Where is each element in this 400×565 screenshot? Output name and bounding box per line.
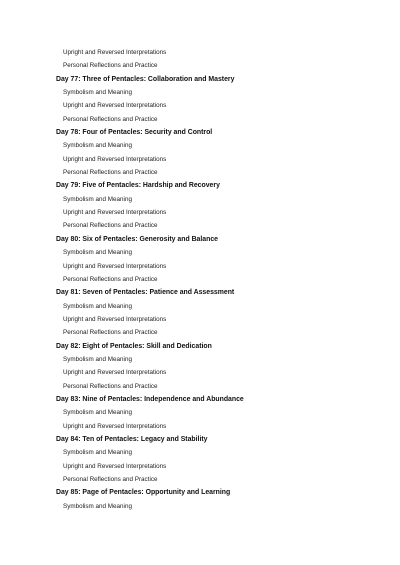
toc-day-heading[interactable]: Day 79: Five of Pentacles: Hardship and Recovery: [56, 182, 220, 190]
toc-subentry[interactable]: Personal Reflections and Practice: [63, 329, 158, 337]
toc-subentry[interactable]: Symbolism and Meaning: [63, 249, 132, 257]
toc-subentry[interactable]: Upright and Reversed Interpretations: [63, 49, 167, 56]
toc-subentry[interactable]: Symbolism and Meaning: [63, 449, 132, 457]
toc-subentry[interactable]: Personal Reflections and Practice: [63, 275, 158, 283]
toc-subentry[interactable]: Symbolism and Meaning: [63, 195, 132, 203]
toc-subentry[interactable]: Symbolism and Meaning: [63, 142, 132, 150]
toc-day-heading[interactable]: Day 82: Eight of Pentacles: Skill and Dedication: [56, 342, 212, 350]
toc-day-heading[interactable]: Day 81: Seven of Pentacles: Patience and Assessment: [56, 289, 235, 297]
toc-subentry[interactable]: Upright and Reversed Interpretations: [63, 315, 167, 323]
toc-subentry[interactable]: Symbolism and Meaning: [63, 502, 132, 510]
toc-subentry[interactable]: Upright and Reversed Interpretations: [63, 422, 167, 430]
toc-day-heading[interactable]: Day 84: Ten of Pentacles: Legacy and Stability: [56, 435, 208, 443]
toc-day-heading[interactable]: Day 77: Three of Pentacles: Collaboration and Mastery: [56, 75, 235, 83]
toc-subentry[interactable]: Personal Reflections and Practice: [63, 62, 158, 70]
toc-subentry[interactable]: Symbolism and Meaning: [63, 89, 132, 97]
toc-subentry[interactable]: Upright and Reversed Interpretations: [63, 462, 167, 470]
toc-subentry[interactable]: Symbolism and Meaning: [63, 409, 132, 417]
toc-subentry[interactable]: Personal Reflections and Practice: [63, 169, 158, 177]
table-of-contents: [56, 46, 376, 513]
toc-subentry[interactable]: Personal Reflections and Practice: [63, 115, 158, 123]
toc-subentry[interactable]: Upright and Reversed Interpretations: [63, 262, 167, 270]
toc-day-heading[interactable]: Day 80: Six of Pentacles: Generosity and Balance: [56, 235, 218, 243]
toc-day-heading[interactable]: Day 83: Nine of Pentacles: Independence and Abundance: [56, 395, 244, 403]
toc-subentry[interactable]: Personal Reflections and Practice: [63, 476, 158, 483]
toc-subentry[interactable]: Upright and Reversed Interpretations: [63, 102, 167, 110]
toc-day-heading[interactable]: Day 78: Four of Pentacles: Security and Control: [56, 129, 213, 137]
toc-subentry[interactable]: Symbolism and Meaning: [63, 355, 132, 363]
toc-subentry[interactable]: Upright and Reversed Interpretations: [63, 369, 167, 377]
toc-subentry[interactable]: Upright and Reversed Interpretations: [63, 209, 167, 217]
toc-subentry[interactable]: Personal Reflections and Practice: [63, 382, 158, 390]
toc-subentry[interactable]: Symbolism and Meaning: [63, 302, 132, 310]
toc-subentry[interactable]: Upright and Reversed Interpretations: [63, 155, 167, 163]
toc-subentry[interactable]: Personal Reflections and Practice: [63, 222, 158, 230]
toc-day-heading[interactable]: Day 85: Page of Pentacles: Opportunity and Learning: [56, 489, 231, 497]
